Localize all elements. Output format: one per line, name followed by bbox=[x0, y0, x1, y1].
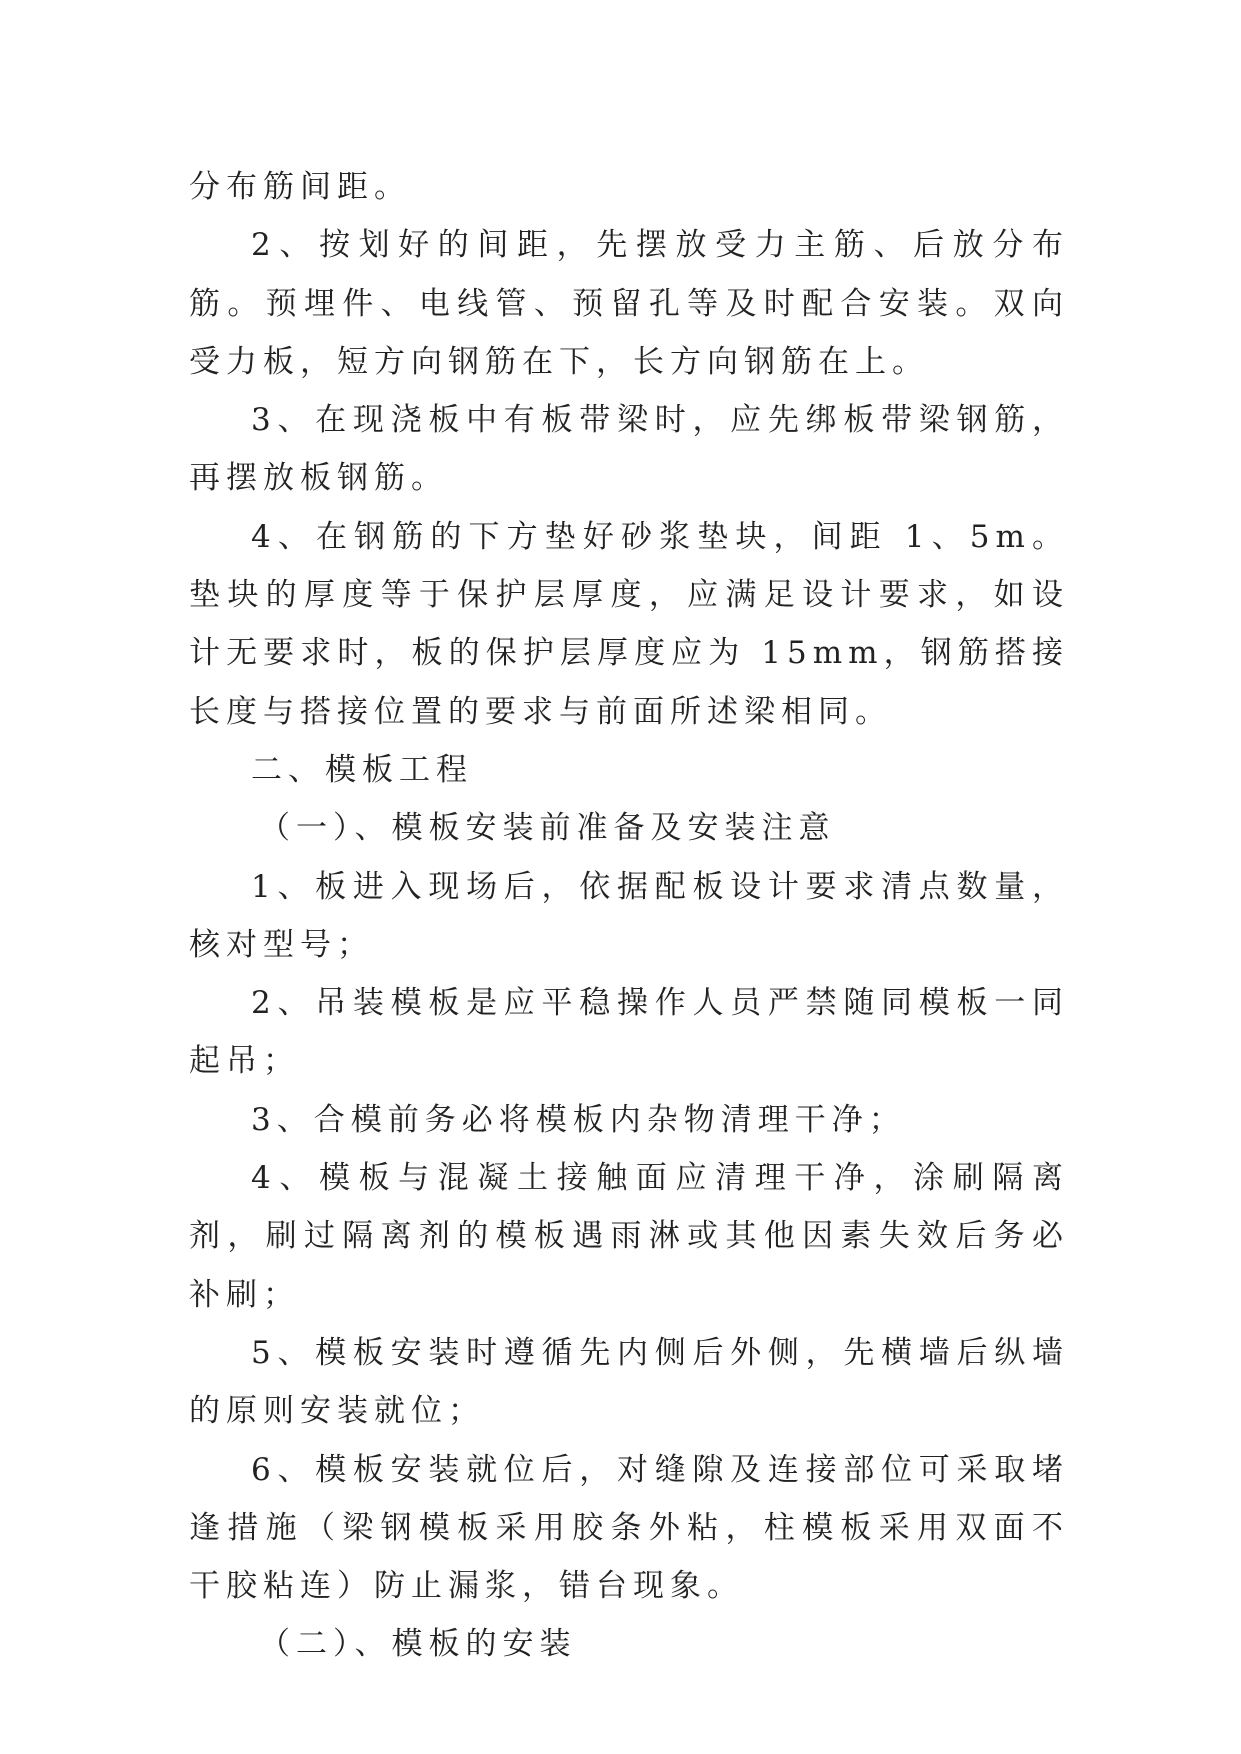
paragraph-step-6: 6、模板安装就位后，对缝隙及连接部位可采取堵逢措施（梁钢模板采用胶条外粘，柱模板采用双面不干胶粘连）防止漏浆，错台现象。 bbox=[189, 1451, 1069, 1605]
document-body bbox=[189, 158, 1069, 1674]
section-heading: 二、模板工程 bbox=[251, 751, 473, 788]
paragraph-item-3: 3、在现浇板中有板带梁时，应先绑板带梁钢筋，再摆放板钢筋。 bbox=[189, 402, 1069, 497]
paragraph-step-5: 5、模板安装时遵循先内侧后外侧，先横墙后纵墙的原则安装就位； bbox=[189, 1334, 1069, 1430]
paragraph-continuation: 分布筋间距。 bbox=[189, 169, 411, 205]
paragraph-step-1: 1、板进入现场后，依据配板设计要求清点数量，核对型号； bbox=[189, 868, 1069, 963]
subsection-heading-2: （二）、模板的安装 bbox=[259, 1626, 577, 1663]
paragraph-step-4: 4、模板与混凝土接触面应清理干净，涂刷隔离剂，刷过隔离剂的模板遇雨淋或其他因素失效后务必补刷； bbox=[189, 1160, 1069, 1313]
paragraph-step-3: 3、合模前务必将模板内杂物清理干净； bbox=[251, 1101, 906, 1138]
paragraph-item-2: 2、按划好的间距，先摆放受力主筋、后放分布筋。预埋件、电线管、预留孔等及时配合安装。双向受力板，短方向钢筋在下，长方向钢筋在上。 bbox=[189, 227, 1069, 380]
paragraph-step-2: 2、吊装模板是应平稳操作人员严禁随同模板一同起吊； bbox=[189, 985, 1069, 1080]
subsection-heading-1: （一）、模板安装前准备及安装注意 bbox=[259, 810, 836, 847]
paragraph-item-4: 4、在钢筋的下方垫好砂浆垫块，间距 1、5m。垫块的厚度等于保护层厚度，应满足设计要求，如设计无要求时，板的保护层厚度应为 15mm，钢筋搭接长度与搭接位置的要求与前面所述梁相同。 bbox=[189, 518, 1069, 730]
